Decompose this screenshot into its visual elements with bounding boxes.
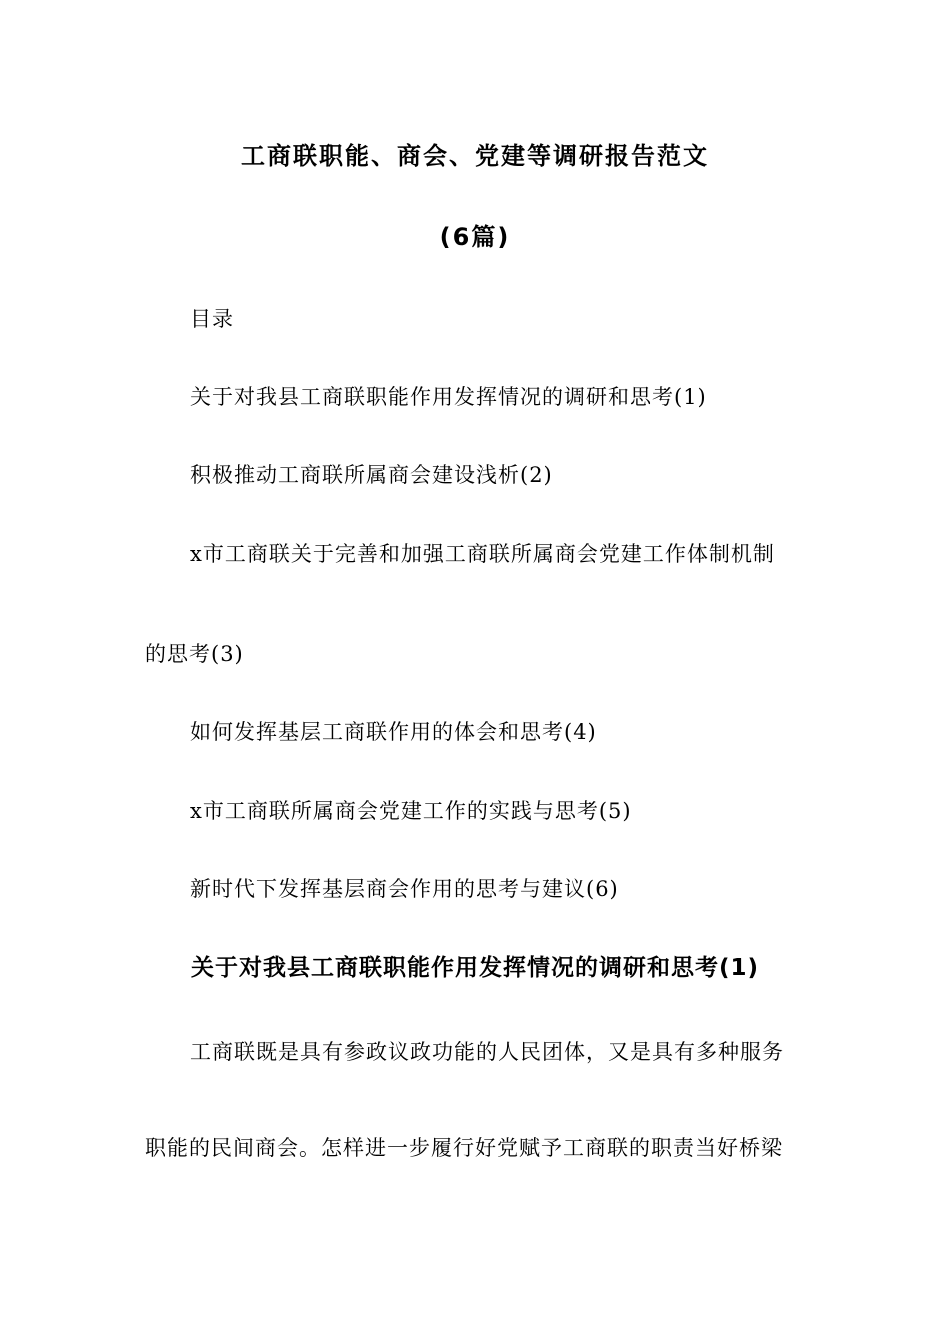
toc-item-1: 关于对我县工商联职能作用发挥情况的调研和思考(1) (190, 385, 707, 409)
toc-item-2: 积极推动工商联所属商会建设浅析(2) (190, 463, 553, 487)
toc-item-4: 如何发挥基层工商联作用的体会和思考(4) (190, 720, 597, 744)
toc-item-6: 新时代下发挥基层商会作用的思考与建议(6) (190, 877, 619, 901)
toc-label: 目录 (190, 307, 234, 331)
document-title: 工商联职能、商会、党建等调研报告范文 (241, 142, 709, 170)
toc-item-3: x市工商联关于完善和加强工商联所属商会党建工作体制机制 (190, 542, 775, 566)
body-paragraph-line-2: 职能的民间商会。怎样进一步履行好党赋予工商联的职责当好桥梁 (145, 1136, 783, 1160)
body-paragraph-line-1: 工商联既是具有参政议政功能的人民团体，又是具有多种服务 (190, 1040, 784, 1064)
toc-item-5: x市工商联所属商会党建工作的实践与思考(5) (190, 799, 632, 823)
toc-item-3-continued: 的思考(3) (145, 642, 244, 666)
section-heading: 关于对我县工商联职能作用发挥情况的调研和思考(1) (190, 955, 760, 981)
document-subtitle: (6篇) (439, 223, 511, 251)
